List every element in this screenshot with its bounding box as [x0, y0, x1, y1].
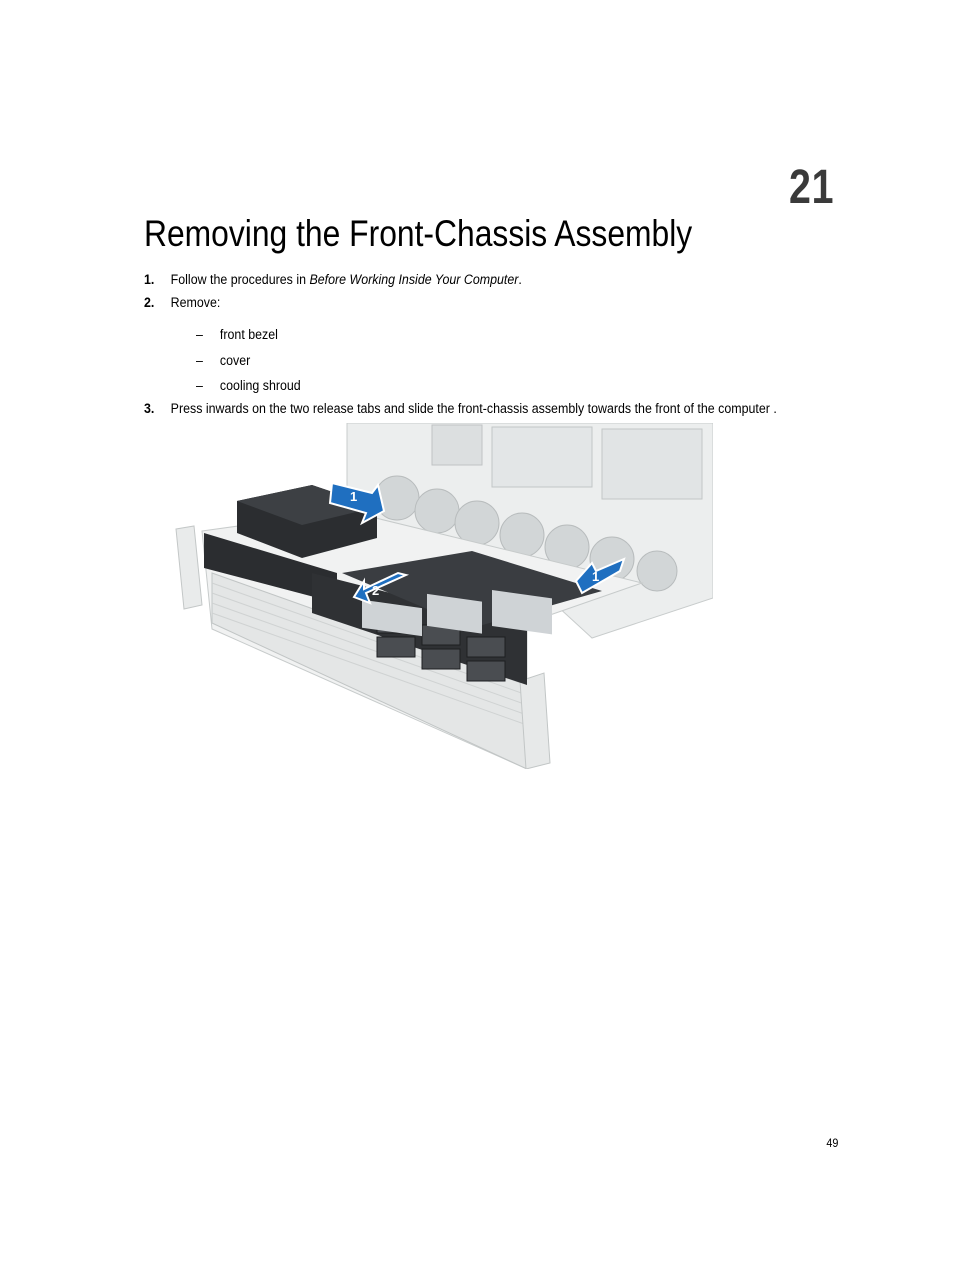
step-3 [144, 401, 777, 416]
dash-bullet: – [196, 353, 203, 368]
step-text: Press inwards on the two release tabs and slide the front-chassis assembly towards the front of the computer . [170, 401, 777, 416]
step-number: 2. [144, 295, 155, 310]
dash-bullet: – [196, 327, 203, 342]
step-1 [144, 272, 522, 287]
page-number: 49 [825, 1136, 838, 1150]
chapter-number: 21 [788, 161, 834, 214]
remove-item-label: cooling shroud [219, 378, 301, 393]
callout-label: 1 [592, 569, 600, 584]
remove-item [196, 378, 301, 393]
chassis-illustration [172, 423, 713, 769]
callout-label: 2 [372, 583, 380, 598]
step-2 [144, 295, 220, 310]
remove-item-label: front bezel [219, 327, 278, 342]
step-number: 3. [144, 401, 155, 416]
dash-bullet: – [196, 378, 203, 393]
remove-item [196, 353, 250, 368]
page-title: Removing the Front-Chassis Assembly [144, 213, 693, 254]
remove-item-label: cover [219, 353, 251, 368]
step-text: Remove: [170, 295, 221, 310]
step-link[interactable]: Before Working Inside Your Computer [309, 272, 519, 287]
remove-item [196, 327, 278, 342]
callout-label: 1 [350, 489, 358, 504]
step-text-suffix: . [518, 272, 522, 287]
step-text: Follow the procedures in [170, 272, 310, 287]
step-number: 1. [144, 272, 155, 287]
